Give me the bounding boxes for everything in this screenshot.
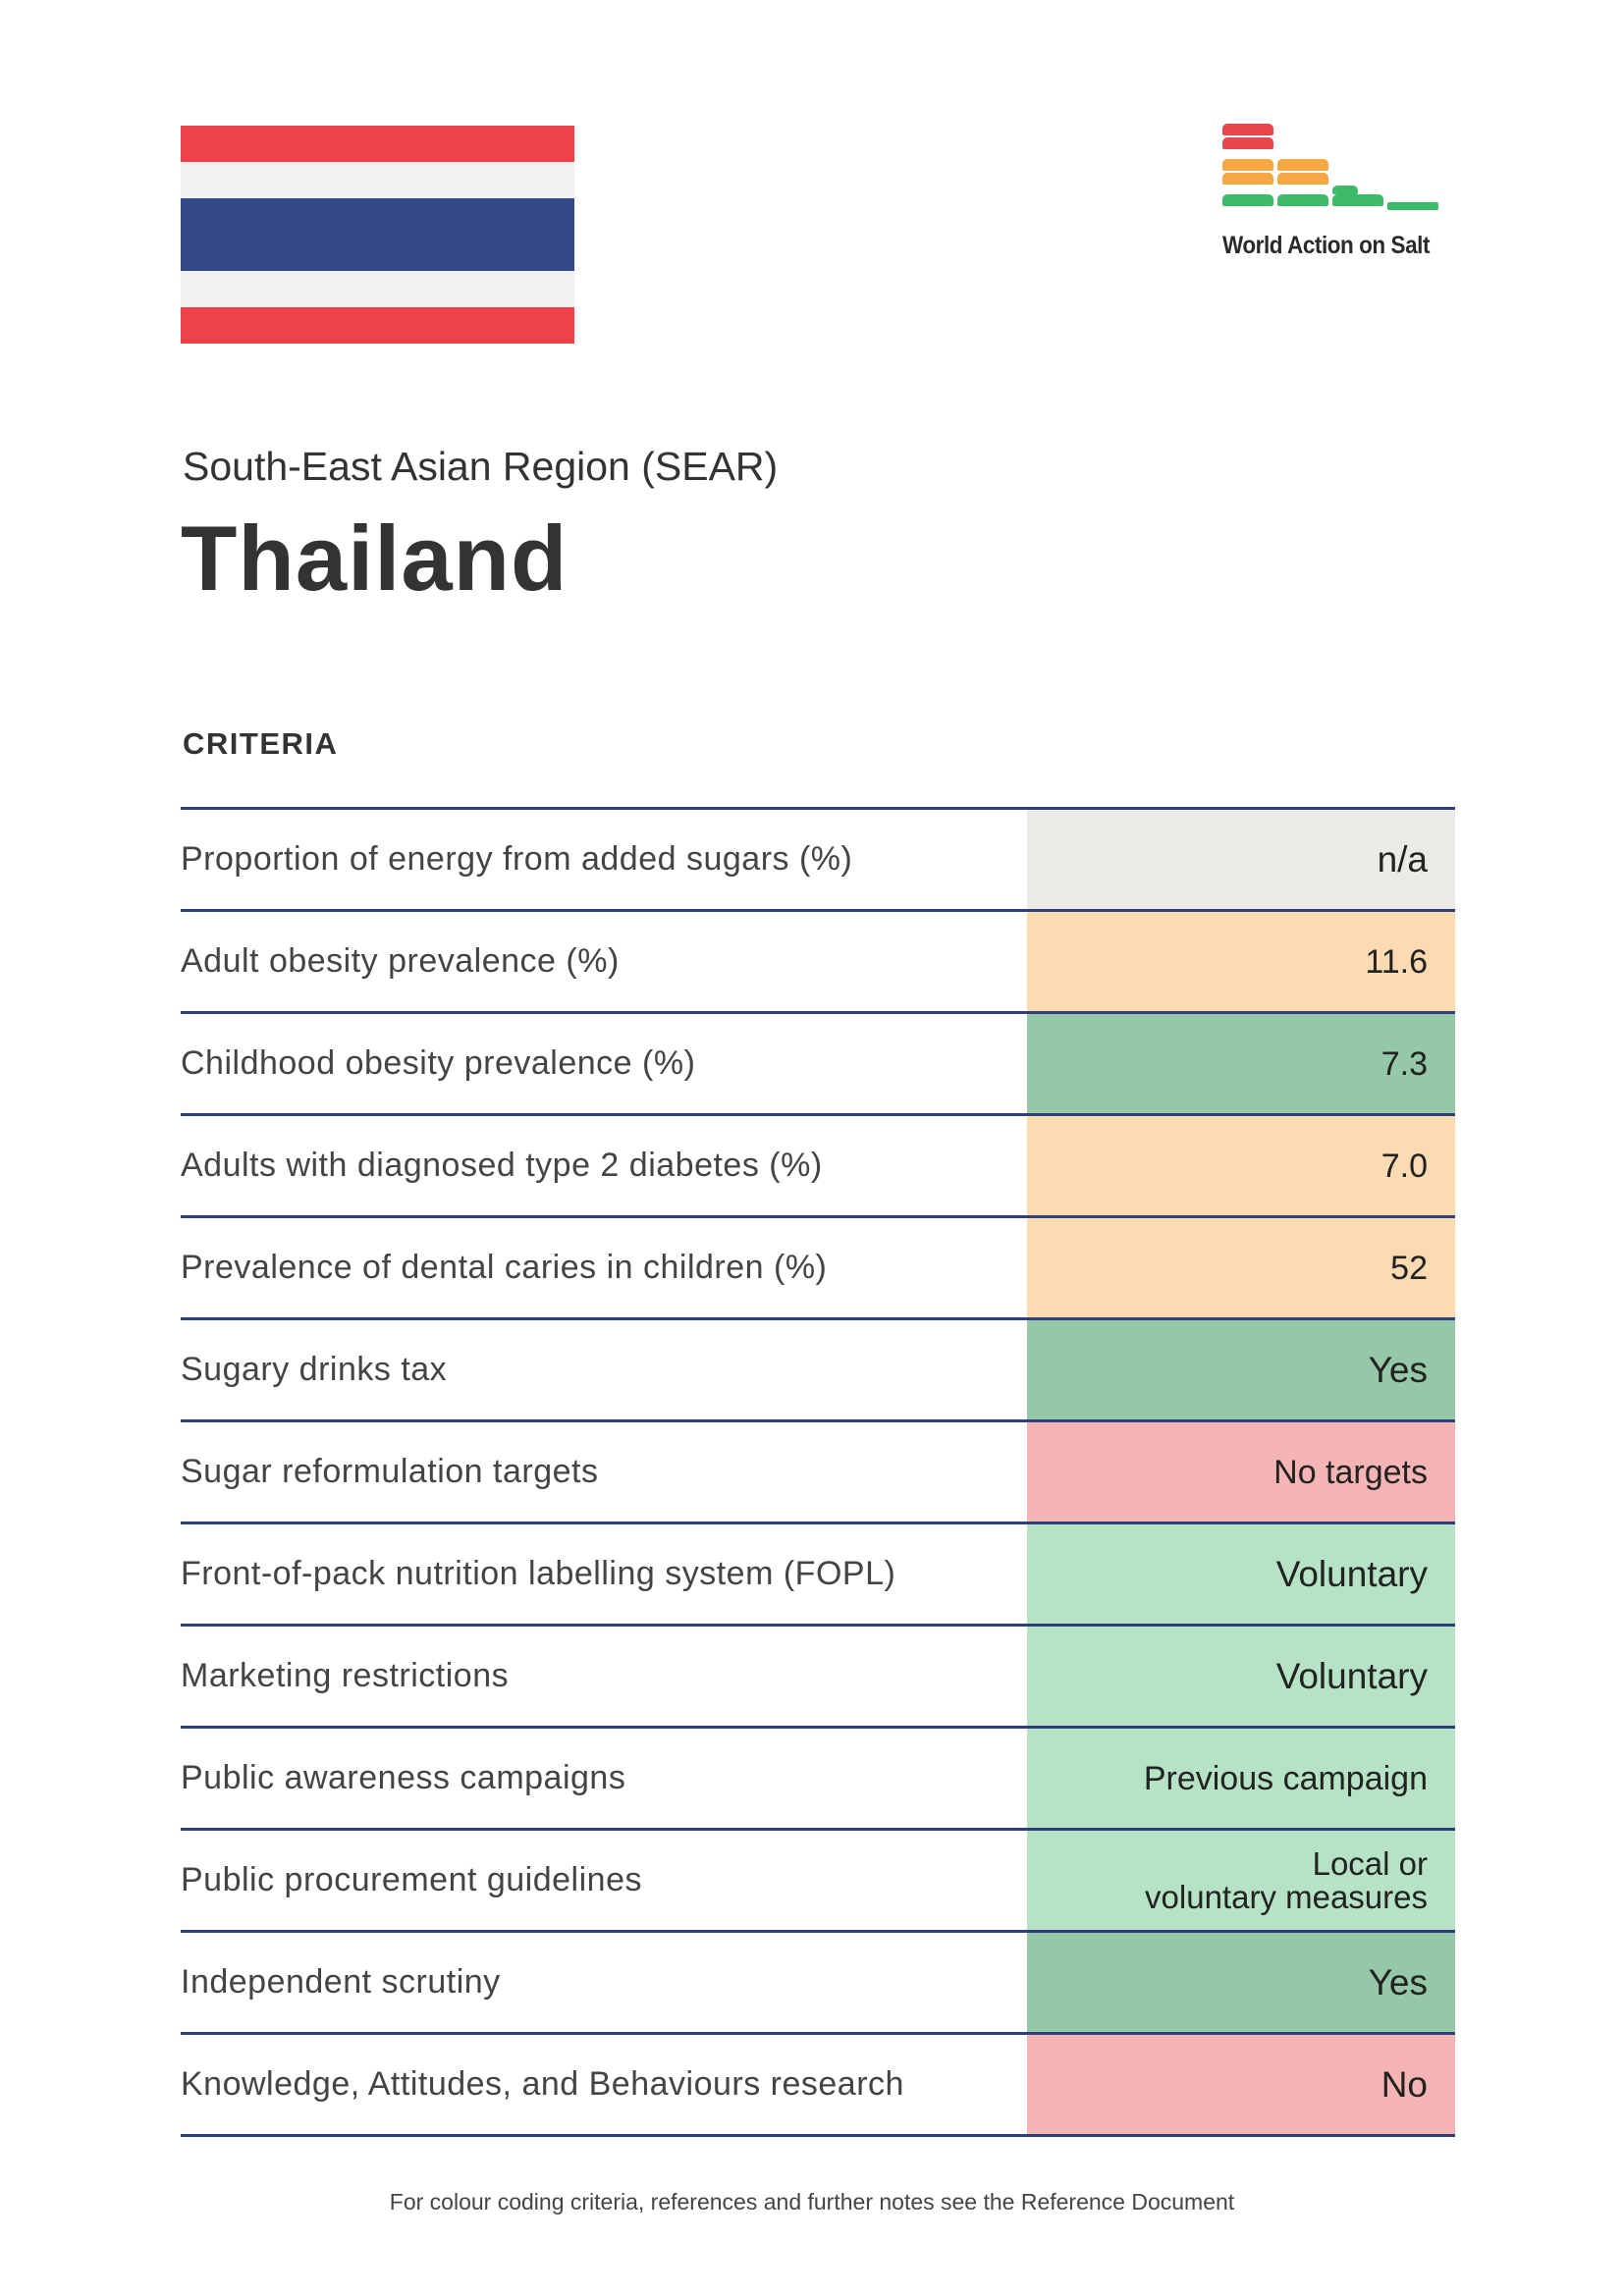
- row-label: Marketing restrictions: [181, 1657, 510, 1694]
- table-row: [181, 1828, 1455, 1930]
- row-label: Knowledge, Attitudes, and Behaviours research: [181, 2065, 904, 2103]
- table-row: [181, 1011, 1455, 1113]
- table-row: [181, 909, 1455, 1011]
- row-label: Adults with diagnosed type 2 diabetes (%): [181, 1147, 823, 1184]
- row-value: Voluntary: [1027, 1524, 1455, 1624]
- row-value: Yes: [1027, 1933, 1455, 2032]
- row-value: 52: [1027, 1218, 1455, 1317]
- row-label: Public procurement guidelines: [181, 1861, 642, 1898]
- row-label: Independent scrutiny: [181, 1963, 501, 2001]
- row-value: Voluntary: [1027, 1627, 1455, 1726]
- row-value: Yes: [1027, 1320, 1455, 1419]
- flag-stripe-red-bottom: [181, 307, 574, 344]
- table-row: [181, 1624, 1455, 1726]
- flag-stripe-white-bottom: [181, 271, 574, 307]
- row-label: Front-of-pack nutrition labelling system (FOPL): [181, 1555, 896, 1592]
- table-row: [181, 1215, 1455, 1317]
- logo-text: World Action on Salt: [1222, 232, 1430, 259]
- row-value: No: [1027, 2035, 1455, 2134]
- row-label: Sugar reformulation targets: [181, 1453, 599, 1490]
- row-value: 11.6: [1027, 912, 1455, 1011]
- table-row: [181, 2032, 1455, 2137]
- row-label: Proportion of energy from added sugars (%): [181, 840, 853, 878]
- world-action-on-salt-logo: [1222, 124, 1448, 261]
- row-value: [1027, 1831, 1455, 1930]
- row-value: Previous campaign: [1027, 1729, 1455, 1828]
- region-title: South-East Asian Region (SEAR): [183, 444, 779, 489]
- footer-note: For colour coding criteria, references and further notes see the Reference Document: [389, 2189, 1235, 2215]
- row-value-line-1: Local or: [1312, 1844, 1428, 1882]
- row-label: Public awareness campaigns: [181, 1759, 626, 1796]
- criteria-heading: CRITERIA: [183, 726, 339, 761]
- table-row: [181, 807, 1455, 909]
- row-value: No targets: [1027, 1422, 1455, 1522]
- row-label: Adult obesity prevalence (%): [181, 942, 620, 980]
- row-value: 7.0: [1027, 1116, 1455, 1215]
- row-value: 7.3: [1027, 1014, 1455, 1113]
- flag-stripe-white-top: [181, 162, 574, 198]
- row-label: Prevalence of dental caries in children (%): [181, 1249, 828, 1286]
- table-row: [181, 1113, 1455, 1215]
- flag-stripe-blue: [181, 198, 574, 271]
- table-row: [181, 1419, 1455, 1522]
- row-value-line-2: voluntary measures: [1145, 1878, 1428, 1915]
- table-row: [181, 1930, 1455, 2032]
- thailand-flag: [181, 126, 574, 344]
- table-row: [181, 1726, 1455, 1828]
- flag-stripe-red-top: [181, 126, 574, 162]
- criteria-table: [181, 807, 1455, 2137]
- row-label: Sugary drinks tax: [181, 1351, 448, 1388]
- country-title: Thailand: [181, 507, 568, 610]
- row-value: n/a: [1027, 810, 1455, 909]
- row-label: Childhood obesity prevalence (%): [181, 1044, 696, 1082]
- table-row: [181, 1522, 1455, 1624]
- table-row: [181, 1317, 1455, 1419]
